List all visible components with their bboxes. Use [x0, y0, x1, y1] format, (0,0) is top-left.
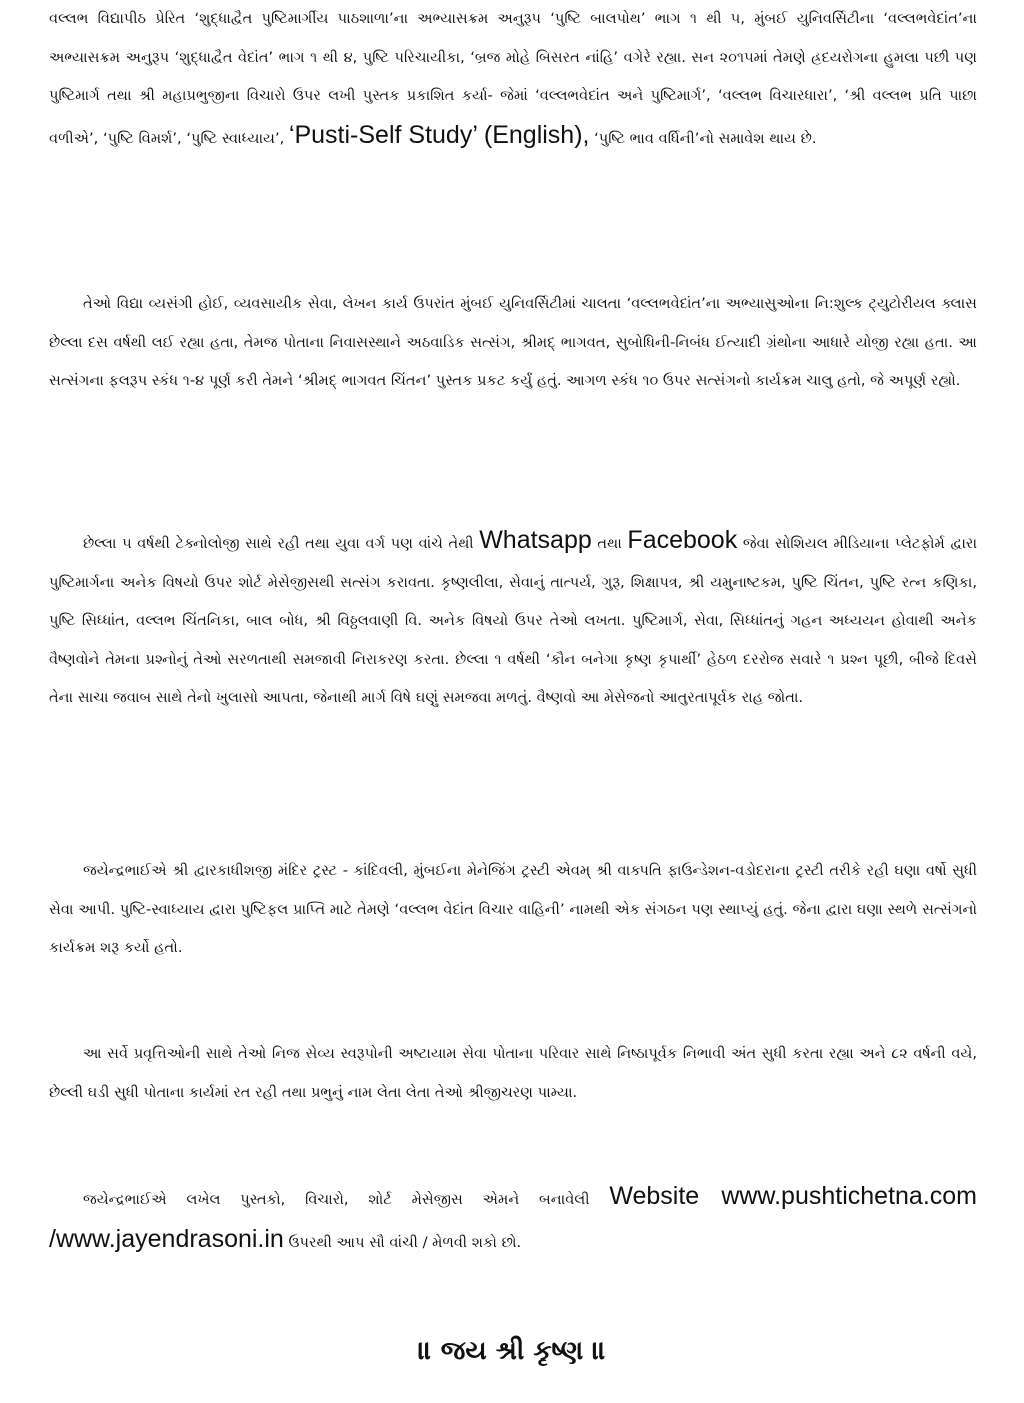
paragraph-text: ઉપરથી આપ સૌ વાંચી / મેળવી શકો છો.	[288, 1233, 522, 1251]
paragraph-teaching	[49, 285, 977, 401]
paragraph-text: આ સર્વે પ્રવૃત્તિઓની સાથે તેઓ નિજ સેવ્ય સ્વરૂપોની અષ્ટાયામ સેવા પોતાના પરિવાર સાથે નિષ્ઠાપૂર્વક નિભાવી અંત સુધી કરતા રહ્યા અને ૮૨ વર્ષની વયે, છેલ્લી ઘડી સુધી પોતાના કાર્યમાં રત રહી તથા પ્રભુનું નામ લેતા લેતા તેઓ શ્રીજીચરણ પામ્યા.	[49, 1045, 977, 1101]
paragraph-text: ‘પુષ્ટિ ભાવ વર્ધિની’નો સમાવેશ થાય છે.	[594, 129, 817, 147]
closing-salutation: ॥ જય શ્રી કૃષ્ણ ॥	[417, 1336, 607, 1366]
paragraph-publications	[49, 0, 977, 158]
paragraph-trustee	[49, 852, 977, 968]
paragraph-service	[49, 1035, 977, 1112]
paragraph-website	[49, 1177, 977, 1262]
paragraph-text: જયેન્દ્રભાઈએ લખેલ પુસ્તકો, વિચારો, શોર્ટ મેસેજીસ એમને બનાવેલી	[83, 1191, 590, 1208]
website-link[interactable]: Website www.pushtichetna.com /www.jayendrasoni.in	[49, 1182, 978, 1253]
paragraph-text: જયેન્દ્રભાઈએ શ્રી દ્વારકાધીશજી મંદિર ટ્રસ્ટ - કાંદિવલી, મુંબઈના મેનેજિંગ ટ્રસ્ટી એવમ્ શ્રી વાક્પતિ ફાઉન્ડેશન-વડોદરાના ટ્રસ્ટી તરીકે રહી ઘણા વર્ષો સુધી સેવા આપી. પુષ્ટિ-સ્વાધ્યાય દ્વારા પુષ્ટિફલ પ્રાપ્તિ માટે તેમણે ‘વલ્લભ વેદાંત વિચાર વાહિની’ નામથી એક સંગઠન પણ સ્થાપ્યું હતું. જેના દ્વારા ઘણા સ્થળે સત્સંગનો કાર્યક્રમ શરૂ કર્યો હતો.	[49, 862, 977, 956]
paragraph-text: છેલ્લા ૫ વર્ષથી ટેક્નોલોજી સાથે રહી તથા યુવા વર્ગ પણ વાંચે તેથી	[83, 535, 474, 552]
paragraph-text: તેઓ વિદ્યા વ્યસંગી હોઈ, વ્યવસાયીક સેવા, લેખન કાર્ય ઉપરાંત મુંબઈ યુનિવર્સિટીમાં ચાલતા ‘વલ્લભવેદાંત’ના અભ્યાસુઓના નિ:શુલ્ક ટ્યુટોરીયલ ક્લાસ છેલ્લા દસ વર્ષથી લઈ રહ્યા હતા, તેમજ પોતાના નિવાસસ્થાને અઠવાડિક સત્સંગ, શ્રીમદ્ ભાગવત, સુબોધિની-નિબંધ ઈત્યાદી ગ્રંથોના આધારે યોજી રહ્યા હતા. આ સત્સંગના ફલરૂપ સ્કંધ ૧-૪ પૂર્ણ કરી તેમને ‘શ્રીમદ્ ભાગવત ચિંતન’ પુસ્તક પ્રકટ કર્યું હતું. આગળ સ્કંધ ૧૦ ઉપર સત્સંગનો કાર્યક્રમ ચાલુ હતો, જે અપૂર્ણ રહ્યો.	[49, 295, 977, 389]
paragraph-social-media	[49, 521, 977, 718]
english-title: ‘Pusti-Self Study’ (English),	[288, 120, 590, 149]
facebook-text: Facebook	[627, 526, 738, 554]
paragraph-text: તથા	[597, 535, 622, 552]
whatsapp-text: Whatsapp	[479, 526, 592, 554]
paragraph-text: વલ્લભ વિદ્યાપીઠ પ્રેરિત ‘શુદ્ધાદ્વૈત પુષ્ટિમાર્ગીય પાઠશાળા’ના અભ્યાસક્રમ અનુરૂપ ‘પુષ્ટિ બાલપોથ’ ભાગ ૧ થી ૫, મુંબઈ યુનિવર્સિટીના ‘વલ્લભવેદાંત’ના અભ્યાસક્રમ અનુરૂપ ‘શુદ્ધાદ્વૈત વેદાંત’ ભાગ ૧ થી ૪, પુષ્ટિ પરિચાયીકા, ‘બ્રજ મોહે બિસરત નાંહિ’ વગેરે રહ્યા. સન ૨૦૧૫માં તેમણે હ્રદયરોગના હુમલા પછી પણ પુષ્ટિમાર્ગ તથા શ્રી મહાપ્રભુજીના વિચારો ઉપર લખી પુસ્તક પ્રકાશિત કર્યા- જેમાં ‘વલ્લભવેદાંત અને પુષ્ટિમાર્ગ’, ‘વલ્લભ વિચારધારા’, ‘શ્રી વલ્લભ પ્રતિ પાછા વળીએ’, ‘પુષ્ટિ વિમર્શ’, ‘પુષ્ટિ સ્વાધ્યાય’,	[49, 10, 977, 147]
paragraph-text: જેવા સોશિયલ મીડિયાના પ્લેટફોર્મ દ્વારા પુષ્ટિમાર્ગના અનેક વિષયો ઉપર શોર્ટ મેસેજીસથી સત્સંગ કરાવતા. કૃષ્ણલીલા, સેવાનું તાત્પર્ય, ગુરૂ, શિક્ષાપત્ર, શ્રી યમુનાષ્ટકમ, પુષ્ટિ ચિંતન, પુષ્ટિ રત્ન કણિકા, પુષ્ટિ સિધ્ધાંત, વલ્લભ ચિંતનિકા, બાલ બોધ, શ્રી વિઠ્ઠલવાણી વિ. અનેક વિષયો ઉપર તેઓ લખતા. પુષ્ટિમાર્ગ, સેવા, સિધ્ધાંતનું ગહન અધ્યયન હોવાથી અનેક વૈષ્ણવોને તેમના પ્રશ્નોનું તેઓ સરળતાથી સમજાવી નિરાકરણ કરતા. છેલ્લા ૧ વર્ષથી ‘કૌન બનેગા કૃષ્ણ કૃપાર્થી’ હેઠળ દરરોજ સવારે ૧ પ્રશ્ન પૂછી, બીજે દિવસે તેના સાચા જવાબ સાથે તેનો ખુલાસો આપતા, જેનાથી માર્ગ વિષે ઘણું સમજવા મળતું. વૈષ્ણવો આ મેસેજનો આતુરતાપૂર્વક રાહ જોતા.	[49, 535, 978, 706]
